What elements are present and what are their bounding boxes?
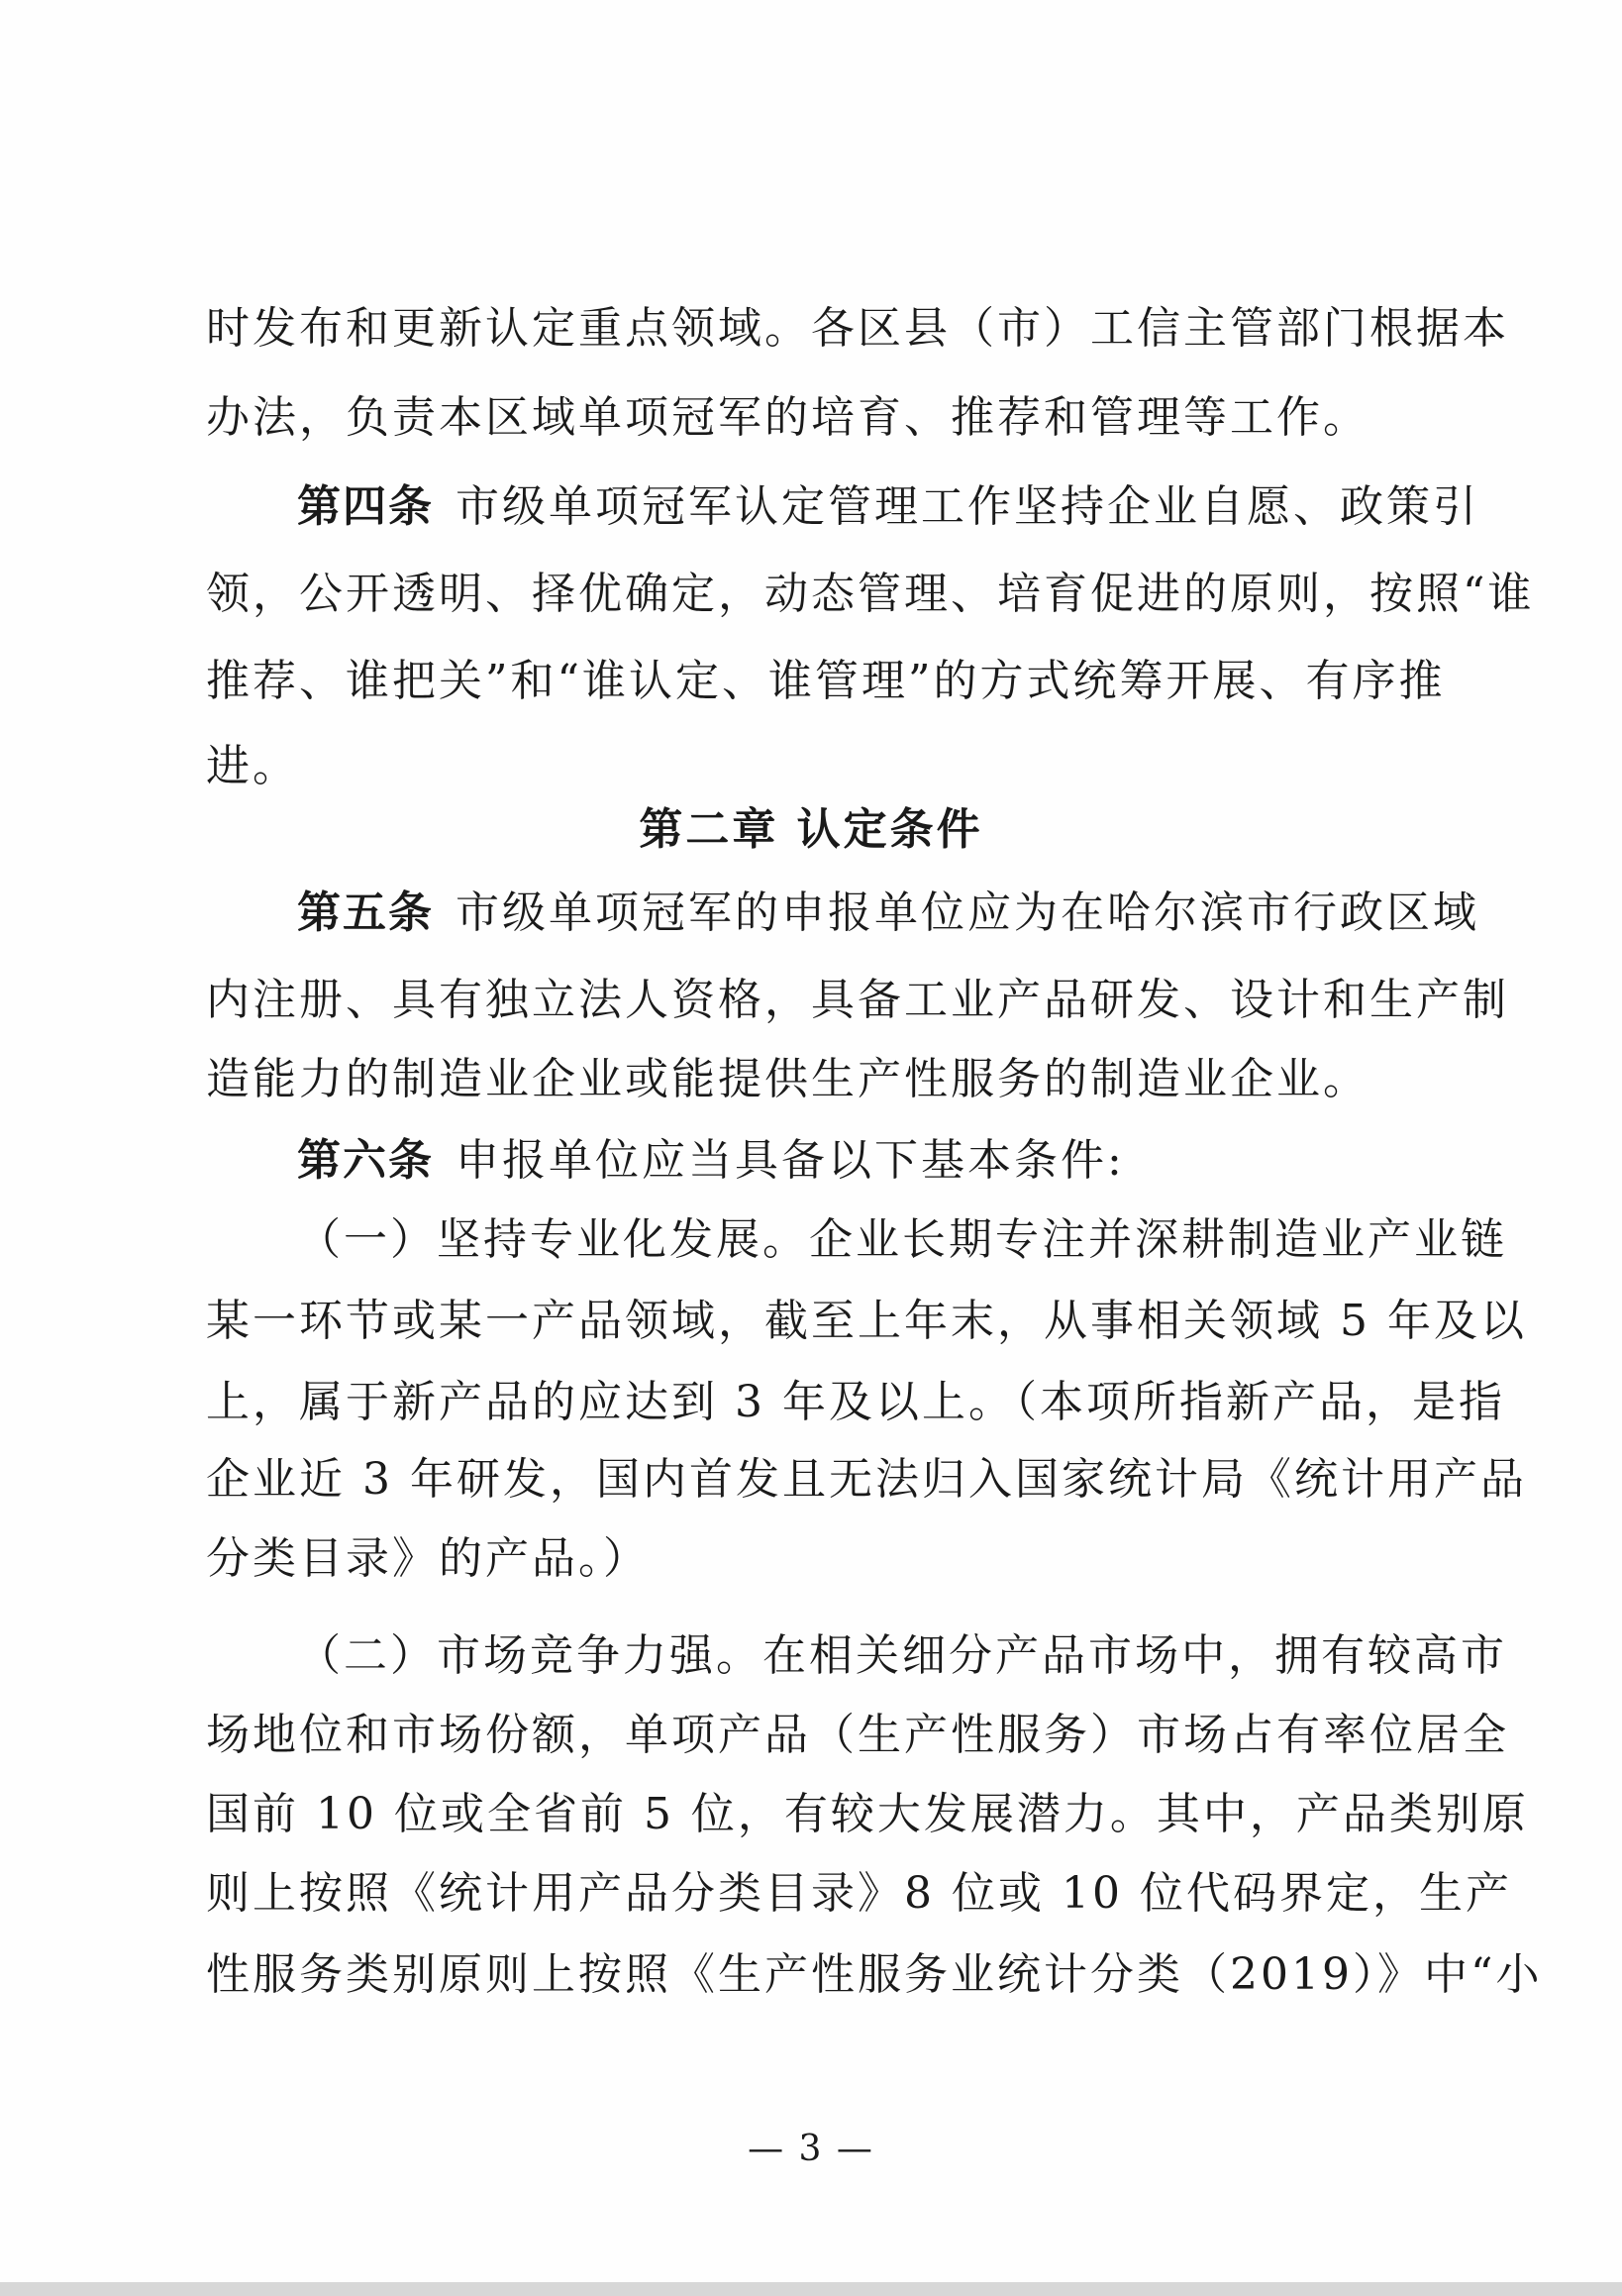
text-line: 内注册、具有独立法人资格，具备工业产品研发、设计和生产制 (206, 975, 1509, 1025)
text-line: （一）坚持专业化发展。企业长期专注并深耕制造业产业链 (297, 1214, 1507, 1265)
text-line: 则上按照《统计用产品分类目录》8 位或 10 位代码界定，生产 (206, 1868, 1512, 1919)
text-line: 时发布和更新认定重点领域。各区县（市）工信主管部门根据本 (206, 303, 1509, 354)
text-line: 进。 (206, 741, 299, 791)
text-line: 国前 10 位或全省前 5 位，有较大发展潜力。其中，产品类别原 (206, 1789, 1529, 1839)
article-5-label: 第五条 (297, 887, 434, 938)
page-number: — 3 — (748, 2129, 874, 2169)
article-4-label: 第四条 (297, 481, 434, 532)
text-line: 上，属于新产品的应达到 3 年及以上。（本项所指新产品，是指 (206, 1377, 1505, 1427)
article-4-text: 市级单项冠军认定管理工作坚持企业自愿、政策引 (456, 481, 1479, 532)
text-line: 场地位和市场份额，单项产品（生产性服务）市场占有率位居全 (206, 1710, 1509, 1760)
article-6-line-1 (297, 1131, 1419, 1191)
text-line: 性服务类别原则上按照《生产性服务业统计分类（2019）》中“小 (206, 1949, 1543, 2000)
article-5-line-1 (297, 884, 1479, 943)
article-6-text: 申报单位应当具备以下基本条件: (456, 1135, 1125, 1186)
text-line: 企业近 3 年研发，国内首发且无法归入国家统计局《统计用产品 (206, 1454, 1527, 1505)
text-line: 领，公开透明、择优确定，动态管理、培育促进的原则，按照“谁 (206, 569, 1535, 619)
article-5-text: 市级单项冠军的申报单位应为在哈尔滨市行政区域 (456, 887, 1479, 938)
text-line: 办法，负责本区域单项冠军的培育、推荐和管理等工作。 (206, 392, 1369, 443)
text-line: 造能力的制造业企业或能提供生产性服务的制造业企业。 (206, 1054, 1369, 1104)
chapter-heading: 第二章 认定条件 (639, 804, 983, 855)
article-4-line-1 (297, 477, 1479, 537)
text-line: 某一环节或某一产品领域，截至上年末，从事相关领域 5 年及以 (206, 1296, 1527, 1346)
scan-edge (0, 2282, 1622, 2296)
text-line: （二）市场竞争力强。在相关细分产品市场中，拥有较高市 (297, 1630, 1507, 1681)
article-6-label: 第六条 (297, 1135, 434, 1186)
text-line: 推荐、谁把关”和“谁认定、谁管理”的方式统筹开展、有序推 (206, 656, 1446, 706)
text-line: 分类目录》的产品。） (206, 1533, 650, 1584)
